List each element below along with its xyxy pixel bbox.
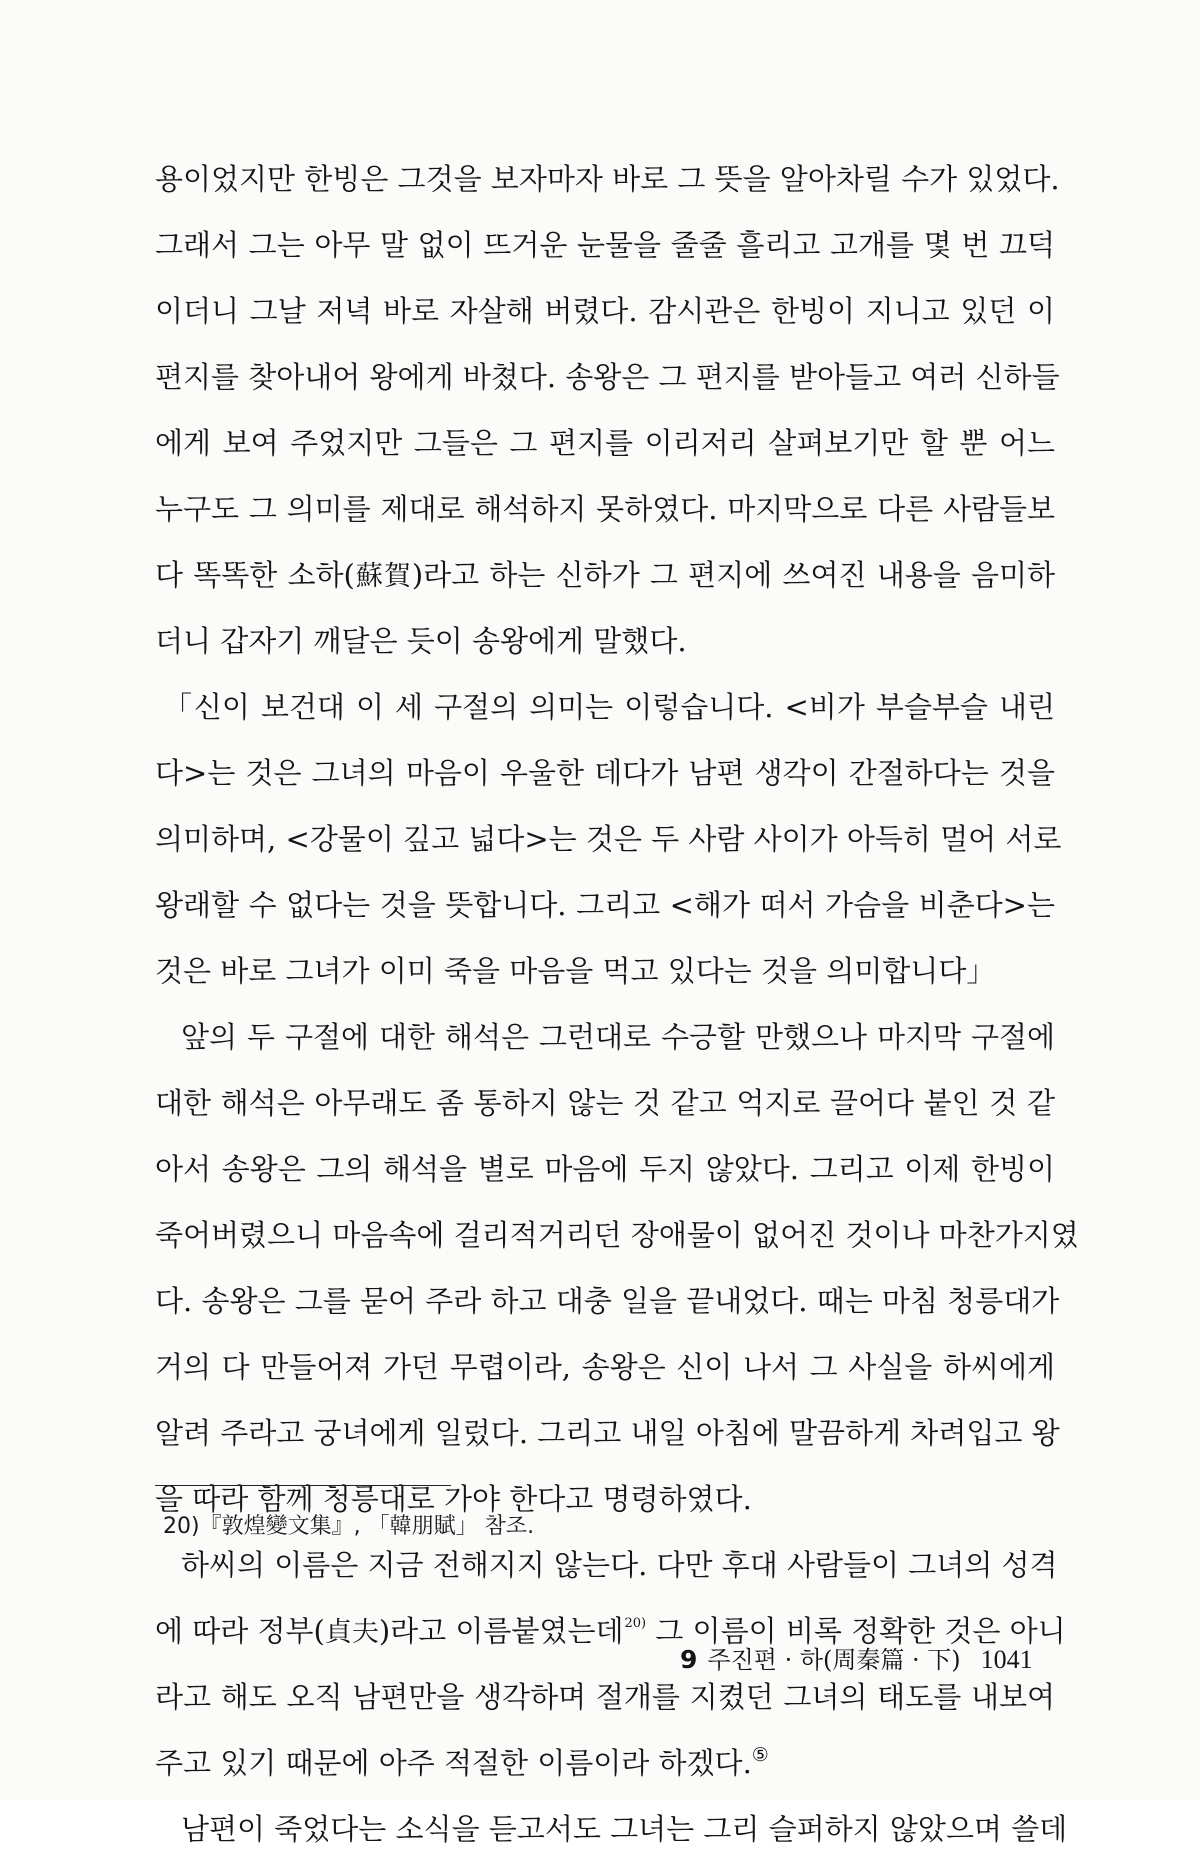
text-line bbox=[155, 1004, 1055, 1070]
text-run: 주고 있기 때문에 아주 적절한 이름이라 하겠다. bbox=[155, 1746, 752, 1780]
text-run: 편지를 찾아내어 왕에게 바쳤다. 송왕은 그 편지를 받아들고 여러 신하들 bbox=[155, 360, 1060, 394]
page-number: 1041 bbox=[980, 1645, 1033, 1674]
footnote bbox=[163, 1512, 534, 1542]
text-line bbox=[155, 542, 1055, 608]
text-run: 더니 갑자기 깨달은 듯이 송왕에게 말했다. bbox=[155, 624, 687, 658]
footnote-divider bbox=[155, 1485, 451, 1486]
text-run: 의미하며, <강물이 깊고 넓다>는 것은 두 사람 사이가 아득히 멀어 서로 bbox=[155, 822, 1062, 856]
chapter-title: 주진편 · 하(周秦篇 · 下) bbox=[707, 1646, 961, 1674]
text-run: 앞의 두 구절에 대한 해석은 그런대로 수긍할 만했으나 마지막 구절에 bbox=[181, 1020, 1055, 1054]
text-line bbox=[155, 1400, 1060, 1466]
text-line bbox=[155, 1730, 1055, 1796]
text-run: 왕래할 수 없다는 것을 뜻합니다. 그리고 <해가 떠서 가슴을 비춘다>는 bbox=[155, 888, 1055, 922]
text-run: 「신이 보건대 이 세 구절의 의미는 이렇습니다. <비가 부슬부슬 내린 bbox=[163, 690, 1055, 724]
text-line bbox=[155, 1136, 1055, 1202]
hanja-gloss: 蘇賀 bbox=[354, 561, 412, 592]
text-line bbox=[155, 740, 1055, 806]
text-line bbox=[155, 1268, 1060, 1334]
text-line bbox=[155, 146, 1060, 212]
text-line bbox=[155, 806, 1062, 872]
text-run: )라고 이름붙였는데 bbox=[378, 1614, 624, 1648]
text-run: 남편이 죽었다는 소식을 듣고서도 그녀는 그리 슬퍼하지 않았으며 쓸데 bbox=[181, 1812, 1068, 1846]
chapter-number: 9 bbox=[680, 1645, 698, 1674]
text-run: 에게 보여 주었지만 그들은 그 편지를 이리저리 살펴보기만 할 뿐 어느 bbox=[155, 426, 1055, 460]
text-run: 다. 송왕은 그를 묻어 주라 하고 대충 일을 끝내었다. 때는 마침 청릉대가 bbox=[155, 1284, 1060, 1318]
text-run: 대한 해석은 아무래도 좀 통하지 않는 것 같고 억지로 끌어다 붙인 것 같 bbox=[155, 1086, 1055, 1120]
text-run: 을 따라 함께 청릉대로 가야 한다고 명령하였다. bbox=[155, 1482, 752, 1516]
text-line bbox=[155, 410, 1055, 476]
running-footer bbox=[680, 1643, 1033, 1677]
text-line bbox=[155, 476, 1055, 542]
text-line bbox=[155, 1070, 1055, 1136]
text-run: 이더니 그날 저녁 바로 자살해 버렸다. 감시관은 한빙이 지니고 있던 이 bbox=[155, 294, 1055, 328]
text-line bbox=[155, 608, 1055, 674]
text-line bbox=[155, 212, 1055, 278]
text-line bbox=[155, 674, 1055, 740]
footnote-number: 20) bbox=[163, 1514, 200, 1539]
text-run: 누구도 그 의미를 제대로 해석하지 못하였다. 마지막으로 다른 사람들보 bbox=[155, 492, 1055, 526]
text-run: 알려 주라고 궁녀에게 일렀다. 그리고 내일 아침에 말끔하게 차려입고 왕 bbox=[155, 1416, 1060, 1450]
text-line bbox=[155, 1334, 1055, 1400]
text-line bbox=[155, 872, 1055, 938]
text-run: 다 똑똑한 소하( bbox=[155, 558, 355, 592]
text-run: 그 이름이 비록 정확한 것은 아니 bbox=[646, 1614, 1066, 1648]
text-run: 그래서 그는 아무 말 없이 뜨거운 눈물을 줄줄 흘리고 고개를 몇 번 끄덕 bbox=[155, 228, 1055, 262]
text-run: 죽어버렸으니 마음속에 걸리적거리던 장애물이 없어진 것이나 마찬가지였 bbox=[155, 1218, 1079, 1252]
footnote-reference[interactable]: 20) bbox=[624, 1616, 647, 1631]
text-run: 라고 해도 오직 남편만을 생각하며 절개를 지켰던 그녀의 태도를 내보여 bbox=[155, 1680, 1055, 1714]
text-line bbox=[155, 938, 1055, 1004]
text-run: 거의 다 만들어져 가던 무렵이라, 송왕은 신이 나서 그 사실을 하씨에게 bbox=[155, 1350, 1055, 1384]
body-text bbox=[155, 146, 1079, 1862]
text-run: 하씨의 이름은 지금 전해지지 않는다. 다만 후대 사람들이 그녀의 성격 bbox=[181, 1548, 1058, 1582]
endnote-marker[interactable]: ⑤ bbox=[751, 1744, 769, 1766]
text-run: 다>는 것은 그녀의 마음이 우울한 데다가 남편 생각이 간절하다는 것을 bbox=[155, 756, 1055, 790]
text-line bbox=[155, 1796, 1068, 1862]
text-line bbox=[155, 278, 1055, 344]
text-run: )라고 하는 신하가 그 편지에 쓰여진 내용을 음미하 bbox=[411, 558, 1056, 592]
text-line bbox=[155, 1202, 1079, 1268]
footnote-text: 『敦煌變文集』, 「韓朋賦」 참조. bbox=[199, 1514, 535, 1539]
hanja-gloss: 貞夫 bbox=[324, 1617, 379, 1648]
text-run: 아서 송왕은 그의 해석을 별로 마음에 두지 않았다. 그리고 이제 한빙이 bbox=[155, 1152, 1055, 1186]
text-run: 것은 바로 그녀가 이미 죽을 마음을 먹고 있다는 것을 의미합니다」 bbox=[155, 954, 996, 988]
text-run: 용이었지만 한빙은 그것을 보자마자 바로 그 뜻을 알아차릴 수가 있었다. bbox=[155, 162, 1060, 196]
text-run: 에 따라 정부( bbox=[155, 1614, 325, 1648]
text-line bbox=[155, 344, 1060, 410]
